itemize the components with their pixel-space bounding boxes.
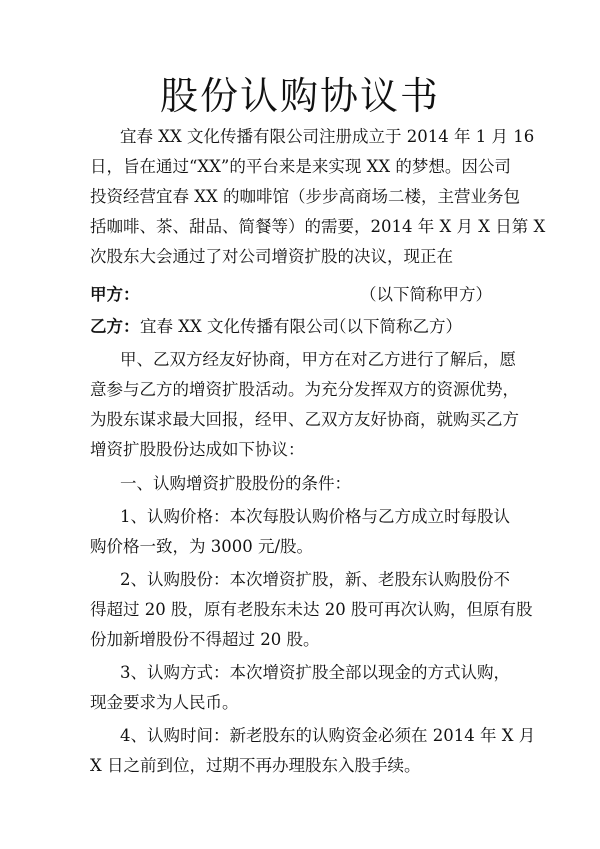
clause-line: 得超过 20 股，原有老股东未达 20 股可再次认购，但原有股 [90, 600, 533, 619]
preamble-line: 增资扩股股份达成如下协议： [90, 440, 305, 459]
party-b-label: 乙方： [90, 317, 140, 336]
party-b-name: 宜春 XX 文化传播有限公司 [140, 317, 339, 336]
section-heading: 一、认购增资扩股股份的条件： [120, 474, 351, 493]
intro-line: 日，旨在通过“XX”的平台来是来实现 XX 的梦想。因公司 [90, 157, 511, 176]
party-b-note: （以下简称乙方） [330, 317, 462, 336]
clause-line: 份加新增股份不得超过 20 股。 [90, 630, 320, 649]
party-a-label: 甲方： [90, 285, 140, 304]
clause-line: 购价格一致，为 3000 元/股。 [90, 537, 314, 556]
preamble-line: 为股东谋求最大回报，经甲、乙双方友好协商，就购买乙方 [90, 410, 519, 429]
preamble-line: 甲、乙双方经友好协商，甲方在对乙方进行了解后，愿 [120, 350, 516, 369]
intro-line: 投资经营宜春 XX 的咖啡馆（步步高商场二楼，主营业务包 [90, 187, 520, 206]
intro-line: 括咖啡、茶、甜品、简餐等）的需要，2014 年 X 月 X 日第 X [90, 217, 546, 236]
intro-line: 次股东大会通过了对公司增资扩股的决议，现正在 [90, 247, 453, 266]
party-a-note: （以下简称甲方） [360, 285, 492, 304]
intro-line: 宜春 XX 文化传播有限公司注册成立于 2014 年 1 月 16 [120, 127, 535, 146]
clause-line: X 日之前到位，过期不再办理股东入股手续。 [90, 756, 421, 775]
clause-line: 3、认购方式：本次增资扩股全部以现金的方式认购， [120, 663, 510, 682]
clause-line: 2、认购股份：本次增资扩股，新、老股东认购股份不 [120, 570, 510, 589]
clause-line: 1、认购价格：本次每股认购价格与乙方成立时每股认 [120, 507, 510, 526]
document-title: 股份认购协议书 [159, 74, 440, 118]
clause-line: 现金要求为人民币。 [90, 693, 239, 712]
preamble-line: 意参与乙方的增资扩股活动。为充分发挥双方的资源优势， [90, 380, 519, 399]
clause-line: 4、认购时间：新老股东的认购资金必须在 2014 年 X 月 [120, 726, 536, 745]
